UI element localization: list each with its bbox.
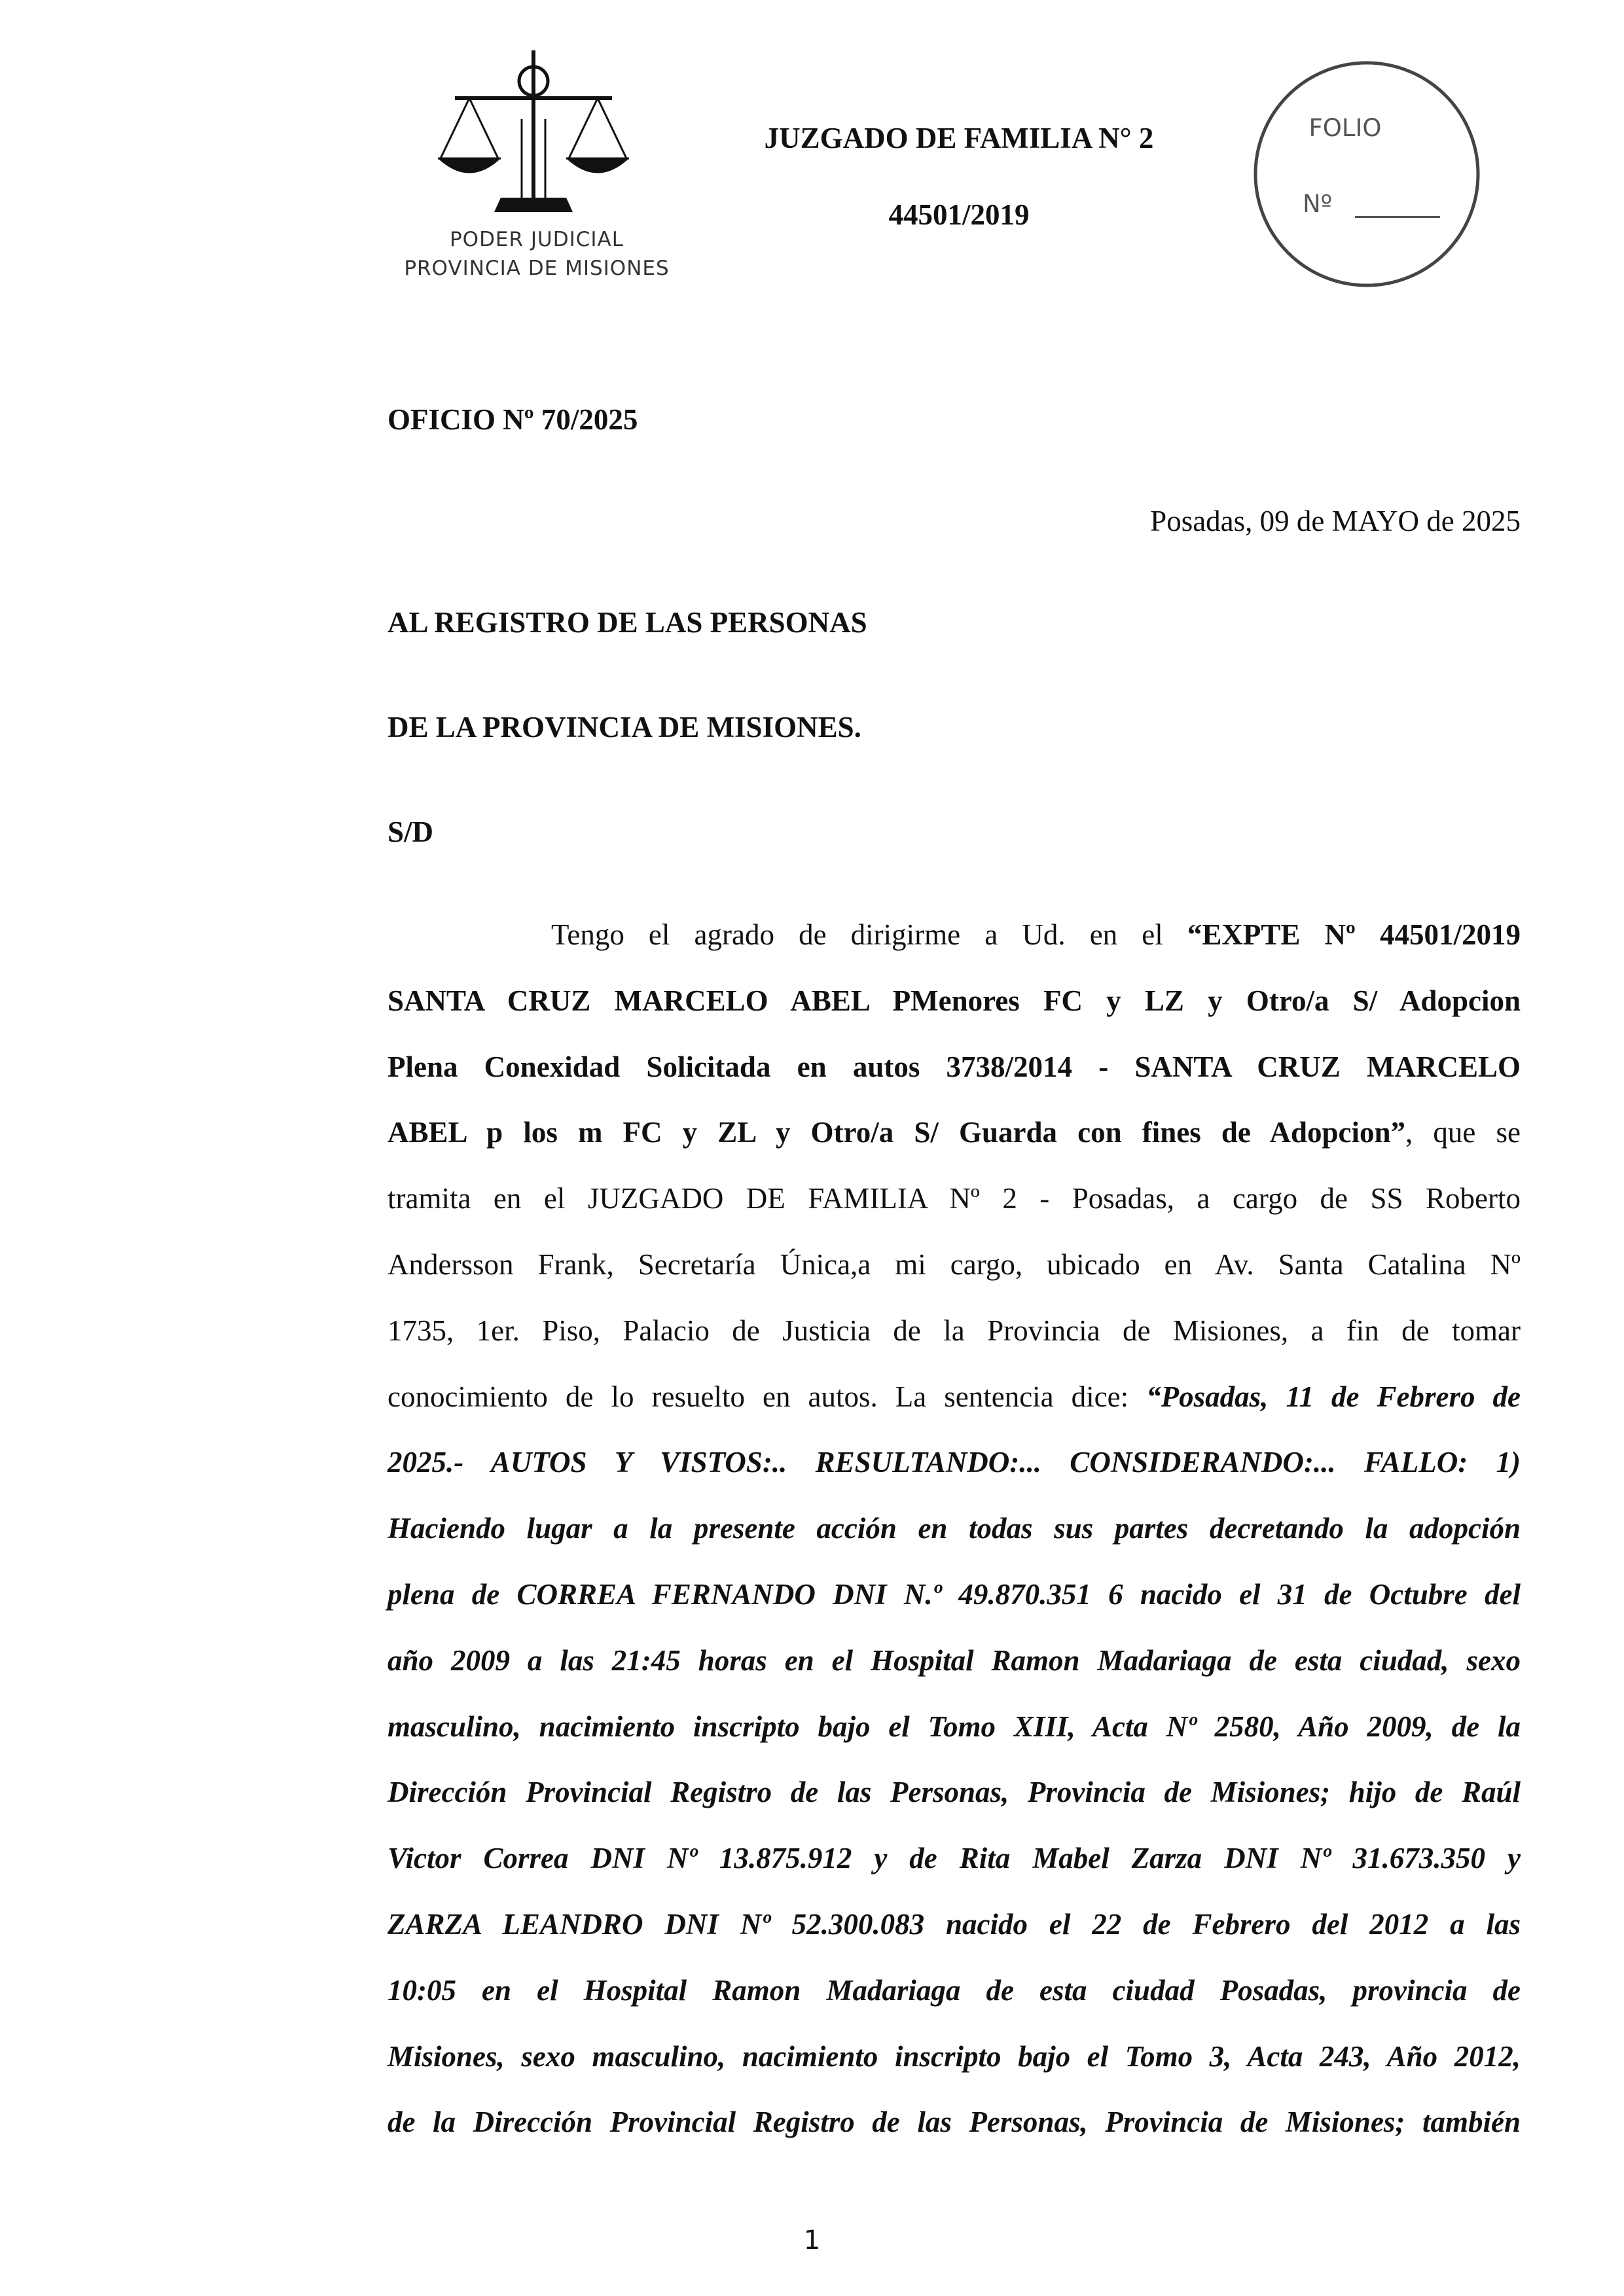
body-line: ZARZA LEANDRO DNI Nº 52.300.083 nacido el 22 de Febrero del 2012 a las xyxy=(388,1907,1521,1941)
body-line: 10:05 en el Hospital Ramon Madariaga de esta ciudad Posadas, provincia de xyxy=(388,1973,1521,2007)
recipient-line-2: DE LA PROVINCIA DE MISIONES. xyxy=(388,711,861,744)
letter-body xyxy=(388,902,1521,2155)
body-line: plena de CORREA FERNANDO DNI N.º 49.870.351 6 nacido el 31 de Octubre del xyxy=(388,1577,1521,1611)
body-text: Tengo el agrado de dirigirme a Ud. en el xyxy=(551,918,1187,951)
body-line xyxy=(388,1364,1521,1430)
seal-line-2: PROVINCIA DE MISIONES xyxy=(404,257,670,280)
date-line: Posadas, 09 de MAYO de 2025 xyxy=(1150,505,1521,537)
body-line xyxy=(388,902,1521,968)
body-line: Andersson Frank, Secretaría Única,a mi cargo, ubicado en Av. Santa Catalina Nº xyxy=(388,1247,1521,1281)
case-reference: “EXPTE Nº 44501/2019 xyxy=(1187,918,1521,951)
recipient-sd: S/D xyxy=(388,816,434,848)
body-line: SANTA CRUZ MARCELO ABEL PMenores FC y LZ y Otro/a S/ Adopcion xyxy=(388,984,1521,1017)
sentence-quote: “Posadas, 11 de Febrero de xyxy=(1146,1380,1521,1413)
court-name: JUZGADO DE FAMILIA N° 2 xyxy=(764,122,1154,154)
oficio-number: OFICIO Nº 70/2025 xyxy=(388,403,638,436)
case-number: 44501/2019 xyxy=(888,198,1030,231)
body-line: 2025.- AUTOS Y VISTOS:.. RESULTANDO:... CONSIDERANDO:... FALLO: 1) xyxy=(388,1446,1521,1479)
body-line: Victor Correa DNI Nº 13.875.912 y de Rita Mabel Zarza DNI Nº 31.673.350 y xyxy=(388,1842,1521,1875)
folio-circle-icon xyxy=(1250,59,1486,292)
body-text: , que se xyxy=(1405,1116,1521,1149)
body-line: masculino, nacimiento inscripto bajo el Tomo XIII, Acta Nº 2580, Año 2009, de la xyxy=(388,1710,1521,1743)
judicial-seal xyxy=(396,41,677,289)
body-line: Dirección Provincial Registro de las Personas, Provincia de Misiones; hijo de Raúl xyxy=(388,1776,1521,1809)
folio-number-label: Nº xyxy=(1303,190,1333,218)
folio-number-blank xyxy=(1355,216,1440,218)
recipient-line-1: AL REGISTRO DE LAS PERSONAS xyxy=(388,606,867,639)
body-line: Misiones, sexo masculino, nacimiento inscripto bajo el Tomo 3, Acta 243, Año 2012, xyxy=(388,2039,1521,2073)
body-line: de la Dirección Provincial Registro de las Personas, Provincia de Misiones; también xyxy=(388,2106,1521,2139)
body-line: tramita en el JUZGADO DE FAMILIA Nº 2 - Posadas, a cargo de SS Roberto xyxy=(388,1182,1521,1215)
body-line xyxy=(388,1100,1521,1166)
folio-stamp xyxy=(1250,59,1486,292)
case-reference: ABEL p los m FC y ZL y Otro/a S/ Guarda con fines de Adopcion” xyxy=(388,1116,1406,1149)
folio-label: FOLIO xyxy=(1308,114,1382,142)
scales-of-justice-icon xyxy=(435,41,632,237)
body-line: 1735, 1er. Piso, Palacio de Justicia de la Provincia de Misiones, a fin de tomar xyxy=(388,1314,1521,1347)
seal-line-1: PODER JUDICIAL xyxy=(449,228,624,251)
body-line: Haciendo lugar a la presente acción en todas sus partes decretando la adopción xyxy=(388,1512,1521,1545)
body-text: conocimiento de lo resuelto en autos. La sentencia dice: xyxy=(388,1380,1147,1413)
body-line: año 2009 a las 21:45 horas en el Hospital Ramon Madariaga de esta ciudad, sexo xyxy=(388,1643,1521,1677)
body-line: Plena Conexidad Solicitada en autos 3738/2014 - SANTA CRUZ MARCELO xyxy=(388,1050,1521,1083)
page-number: 1 xyxy=(803,2225,821,2255)
